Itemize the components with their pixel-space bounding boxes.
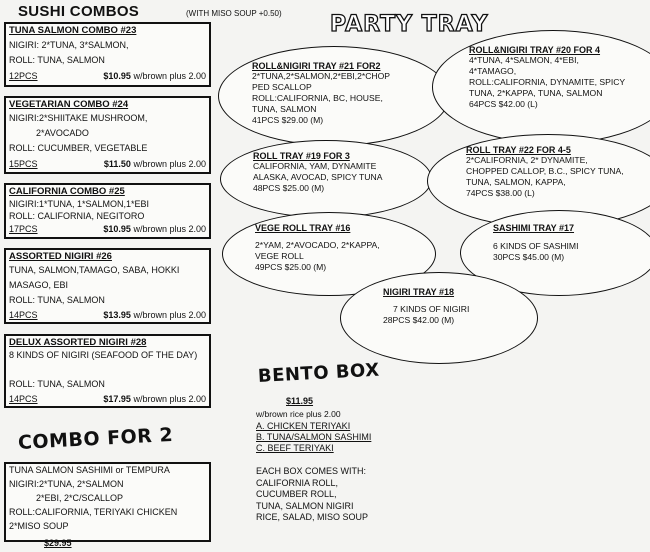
combo-for-2-title: COMBO FOR 2 — [17, 423, 174, 454]
combo-pcs: 14PCS — [9, 394, 38, 404]
bento-include-item: CUCUMBER ROLL, — [256, 489, 337, 499]
combo-price-wrap — [103, 310, 206, 320]
bento-include-item: CALIFORNIA ROLL, — [256, 477, 339, 488]
tray-line: 6 KINDS OF SASHIMI — [493, 241, 579, 251]
bento-option-c: C. BEEF TERIYAKI — [256, 443, 334, 453]
combo-price-wrap — [104, 159, 206, 169]
combo-title: CALIFORNIA COMBO #25 — [9, 186, 125, 197]
combo-line: ROLL:CALIFORNIA, TERIYAKI CHICKEN — [9, 507, 178, 517]
combo-price-wrap — [103, 224, 206, 234]
combo-line: ROLL: TUNA, SALMON — [9, 55, 105, 65]
combo-extra: w/brown plus 2.00 — [133, 159, 206, 169]
tray-line: ALASKA, AVOCAD, SPICY TUNA — [253, 172, 383, 182]
tray-title: ROLL TRAY #19 FOR 3 — [253, 151, 350, 161]
combo-line: 2*EBI, 2*C/SCALLOP — [36, 493, 124, 503]
combo-line: NIGIRI:2*TUNA, 2*SALMON — [9, 479, 124, 489]
combo-line: 8 KINDS OF NIGIRI (SEAFOOD OF THE DAY) — [9, 350, 198, 360]
combo-extra: w/brown plus 2.00 — [133, 394, 206, 404]
combo-price-row — [6, 390, 209, 405]
tray-line: 2*YAM, 2*AVOCADO, 2*KAPPA, — [255, 240, 380, 250]
tray-20 — [432, 30, 650, 144]
tray-18 — [340, 272, 538, 364]
combo-line: TUNA, SALMON,TAMAGO, SABA, HOKKI — [9, 265, 180, 275]
combo-pcs: 15PCS — [9, 159, 38, 169]
tray-line: ROLL:CALIFORNIA, BC, HOUSE, — [252, 93, 383, 103]
bento-extra: w/brown rice plus 2.00 — [256, 409, 341, 419]
combo-price: $11.50 — [103, 159, 131, 169]
tray-line: CALIFORNIA, YAM, DYNAMITE — [253, 161, 377, 171]
tray-title: ROLL&NIGIRI TRAY #20 FOR 4 — [469, 45, 601, 55]
tray-line-blank — [493, 233, 578, 241]
sushi-combos-note: (WITH MISO SOUP +0.50) — [186, 9, 282, 18]
tray-line-blank — [255, 233, 380, 240]
tray-line: 2*CALIFORNIA, 2* DYNAMITE, — [466, 155, 588, 165]
combo-line: ROLL: TUNA, SALMON — [9, 379, 105, 389]
tray-line: CHOPPED CALLOP, B.C., SPICY TUNA, — [466, 166, 624, 176]
combo-price: $13.95 — [103, 310, 131, 320]
tray-line: TUNA, SALMON, KAPPA, — [466, 177, 566, 187]
tray-line: 4*TUNA, 4*SALMON, 4*EBI, — [469, 55, 579, 65]
combo-title: VEGETARIAN COMBO #24 — [9, 99, 129, 110]
combo-price-row — [6, 306, 209, 321]
tray-line: PED SCALLOP — [252, 82, 312, 92]
tray-19 — [220, 140, 432, 218]
combo-extra: w/brown plus 2.00 — [133, 224, 206, 234]
tray-line: VEGE ROLL — [255, 251, 304, 261]
combo-line: NIGIRI:2*SHIITAKE MUSHROOM, — [9, 113, 148, 123]
combo-title: DELUX ASSORTED NIGIRI #28 — [9, 337, 147, 348]
tray-line: 74PCS $38.00 (L) — [466, 188, 535, 198]
party-tray-title: PARTY TRAY — [330, 12, 489, 37]
bento-include-item: TUNA, SALMON NIGIRI — [256, 500, 354, 511]
bento-includes-title: EACH BOX COMES WITH: — [256, 466, 367, 476]
tray-21 — [218, 46, 450, 146]
tray-line: 48PCS $25.00 (M) — [253, 183, 325, 193]
combo-box-24 — [4, 96, 211, 174]
tray-line: 49PCS $25.00 (M) — [255, 262, 327, 272]
tray-line: 7 KINDS OF NIGIRI — [393, 304, 470, 314]
combo-title: ASSORTED NIGIRI #26 — [9, 251, 112, 262]
bento-includes — [256, 466, 368, 524]
tray-line: TUNA, SALMON — [252, 104, 317, 114]
tray-line: TUNA, 2*KAPPA, TUNA, SALMON — [469, 88, 603, 98]
combo-box-23 — [4, 22, 211, 87]
combo-price: $17.95 — [103, 394, 131, 404]
combo-line: MASAGO, EBI — [9, 280, 69, 290]
combo-pcs: 14PCS — [9, 310, 38, 320]
bento-box-title: BENTO BOX — [257, 359, 381, 387]
tray-line: 64PCS $42.00 (L) — [469, 99, 538, 109]
combo-price-wrap — [103, 71, 206, 81]
combo-line: NIGIRI:1*TUNA, 1*SALMON,1*EBI — [9, 199, 150, 209]
combo-line: 2*AVOCADO — [36, 128, 89, 138]
tray-line: 4*TAMAGO, — [469, 66, 517, 76]
combo-box-28 — [4, 334, 211, 408]
combo-for-2-box — [4, 462, 211, 542]
tray-line: 30PCS $45.00 (M) — [493, 252, 565, 262]
combo-title: TUNA SALMON COMBO #23 — [9, 25, 137, 36]
bento-include-item: RICE, SALAD, MISO SOUP — [256, 512, 369, 522]
combo-line: 2*MISO SOUP — [9, 521, 69, 531]
combo-price-row — [6, 66, 209, 82]
combo-price: $10.95 — [103, 224, 131, 234]
tray-line-blank — [383, 297, 469, 304]
combo-pcs: 17PCS — [9, 224, 38, 234]
combo-line: NIGIRI: 2*TUNA, 3*SALMON, — [9, 40, 129, 50]
bento-option-a: A. CHICKEN TERIYAKI — [256, 421, 351, 431]
tray-title: ROLL&NIGIRI TRAY #21 FOR2 — [252, 61, 381, 71]
combo-extra: w/brown plus 2.00 — [133, 310, 206, 320]
combo-line: ROLL: CUCUMBER, VEGETABLE — [9, 143, 148, 153]
combo-pcs: 12PCS — [9, 71, 38, 81]
combo-price-row — [6, 154, 209, 170]
tray-line: ROLL:CALIFORNIA, DYNAMITE, SPICY — [469, 77, 626, 87]
combo-line: ROLL: CALIFORNIA, NEGITORO — [9, 211, 145, 221]
combo-price-row — [6, 222, 209, 235]
combo-price-wrap — [103, 394, 206, 404]
tray-line: 28PCS $42.00 (M) — [383, 315, 455, 325]
bento-price: $11.95 — [286, 396, 314, 406]
combo-box-26 — [4, 248, 211, 324]
combo-for-2-price: $29.95 — [44, 538, 72, 548]
bento-options — [256, 421, 371, 454]
bento-option-b: B. TUNA/SALMON SASHIMI — [256, 432, 372, 442]
tray-title: VEGE ROLL TRAY #16 — [255, 223, 351, 233]
combo-price: $10.95 — [103, 71, 131, 81]
tray-line: 41PCS $29.00 (M) — [252, 115, 324, 125]
combo-extra: w/brown plus 2.00 — [133, 71, 206, 81]
sushi-combos-title: SUSHI COMBOS — [18, 3, 140, 20]
tray-title: NIGIRI TRAY #18 — [383, 287, 455, 297]
combo-line: TUNA SALMON SASHIMI or TEMPURA — [9, 465, 170, 475]
tray-title: SASHIMI TRAY #17 — [493, 223, 575, 233]
combo-line: ROLL: TUNA, SALMON — [9, 295, 105, 305]
combo-box-25 — [4, 183, 211, 239]
tray-line: 2*TUNA,2*SALMON,2*EBI,2*CHOP — [252, 71, 391, 81]
tray-title: ROLL TRAY #22 FOR 4-5 — [466, 145, 571, 155]
combo-line-blank — [6, 361, 209, 376]
